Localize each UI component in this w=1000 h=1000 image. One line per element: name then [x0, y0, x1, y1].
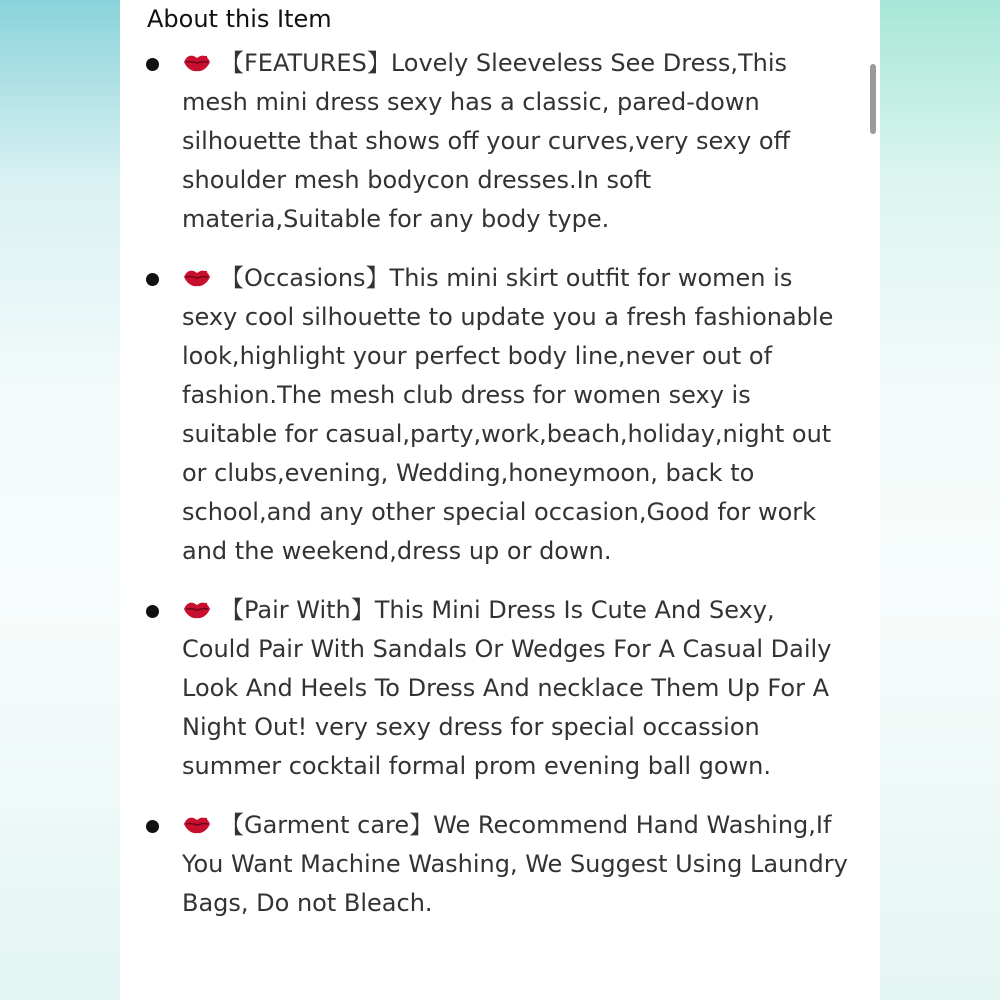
bullet-text: 【Occasions】This mini skirt outfit for women is sexy cool silhouette to update you a fresh fashionable look,highlight your perfect body line,never out of fashion.The mesh club dress for women sexy is suitable for casual,party,work,beach,holiday,night out or clubs,evening, Wedding,honeymoon, back to school,and any other special occasion,Good for work and the weekend,dress up or down. — [182, 264, 834, 565]
lips-icon — [182, 598, 212, 622]
feature-bullet-features — [120, 44, 848, 239]
product-description-panel[interactable] — [120, 0, 880, 1000]
bullet-dot-icon — [146, 58, 159, 71]
bullet-text: 【FEATURES】Lovely Sleeveless See Dress,This mesh mini dress sexy has a classic, pared-down silhouette that shows off your curves,very sexy off shoulder mesh bodycon dresses.In soft materia,Suitable for any body type. — [182, 49, 791, 233]
lips-icon — [182, 266, 212, 290]
bullet-dot-icon — [146, 820, 159, 833]
left-background-border — [0, 0, 120, 1000]
vertical-scrollbar[interactable] — [870, 64, 876, 134]
section-heading: About this Item — [147, 5, 332, 33]
lips-icon — [182, 51, 212, 75]
feature-bullet-occasions — [120, 259, 848, 571]
feature-bullet-garment-care — [120, 806, 848, 923]
bullet-text: 【Pair With】This Mini Dress Is Cute And Sexy, Could Pair With Sandals Or Wedges For A Casual Daily Look And Heels To Dress And necklace Them Up For A Night Out! very sexy dress for special occassion summer cocktail formal prom evening ball gown. — [182, 596, 832, 780]
feature-bullet-list — [120, 44, 860, 943]
bullet-text: 【Garment care】We Recommend Hand Washing,If You Want Machine Washing, We Suggest Using Laundry Bags, Do not Bleach. — [182, 811, 848, 917]
feature-bullet-pair-with — [120, 591, 848, 786]
bullet-dot-icon — [146, 605, 159, 618]
lips-icon — [182, 813, 212, 837]
bullet-dot-icon — [146, 273, 159, 286]
right-background-border — [880, 0, 1000, 1000]
